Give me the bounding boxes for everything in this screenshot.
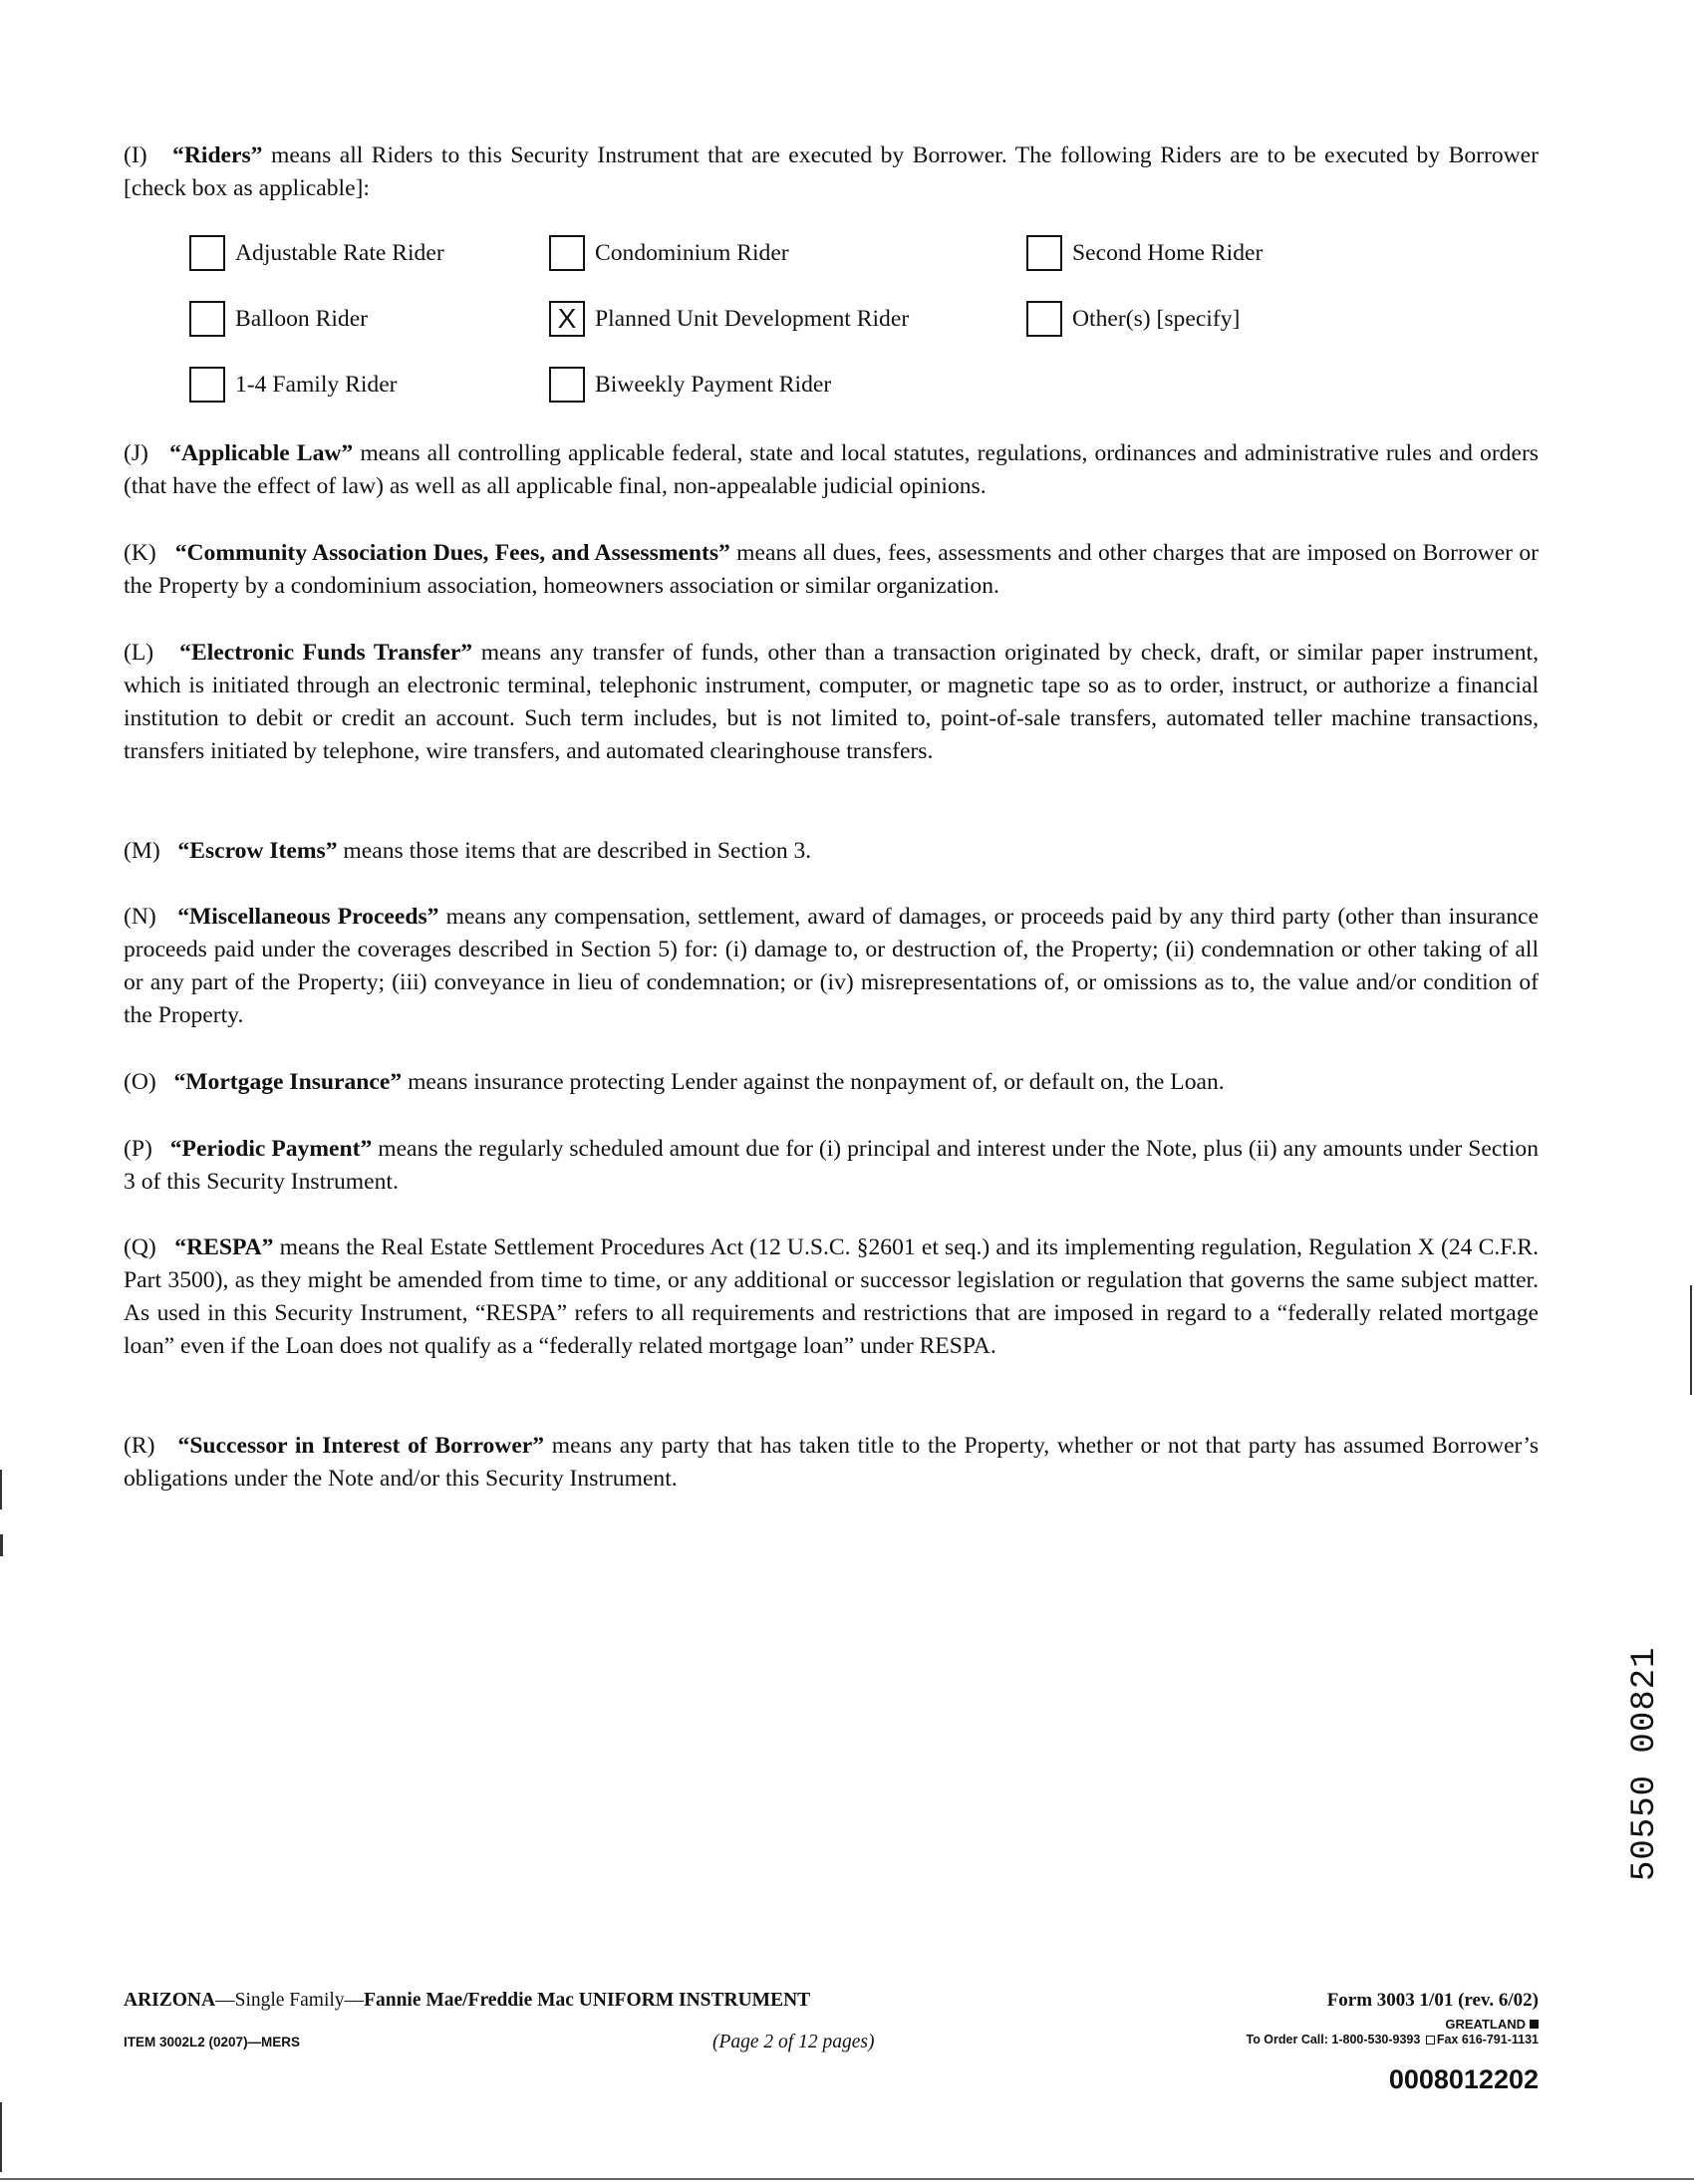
rider-option-balloon[interactable] <box>189 299 368 339</box>
definition-label: (Q) <box>124 1234 156 1260</box>
form-state: ARIZONA <box>124 1990 216 2011</box>
stamp-number: 50550 00821 <box>1626 1646 1664 1881</box>
rider-label: 1-4 Family Rider <box>235 371 398 398</box>
definition-term: “Successor in Interest of Borrower” <box>177 1433 545 1459</box>
form-desc-a: —Single Family— <box>215 1990 365 2011</box>
checkbox[interactable] <box>189 301 225 337</box>
rider-label: Biweekly Payment Rider <box>595 371 832 398</box>
definition-o <box>124 1066 1539 1099</box>
definition-label: (I) <box>124 142 147 168</box>
rider-option-adjustable-rate[interactable] <box>189 233 444 273</box>
checkbox[interactable]: X <box>549 301 585 337</box>
bottom-scan-edge <box>0 2178 1694 2180</box>
rider-label: Balloon Rider <box>235 305 369 332</box>
form-number: Form 3003 1/01 (rev. 6/02) <box>1326 1990 1539 2011</box>
checkbox[interactable] <box>1026 235 1062 271</box>
scan-mark <box>0 2102 2 2172</box>
order-info <box>1246 2033 1539 2047</box>
form-title <box>124 1990 810 2012</box>
checkbox[interactable] <box>1026 301 1062 337</box>
square-icon <box>1530 2020 1539 2029</box>
definition-text: means any party that has taken title to the Property, whether or not that party has assumed Borrower’s obligations under the Note and/or this Security Instrument. <box>124 1433 1540 1492</box>
definition-l <box>124 637 1539 768</box>
definition-text: means those items that are described in Section 3. <box>337 838 812 864</box>
definition-text: means the regularly scheduled amount due for (i) principal and interest under the Note, plus (ii) any amounts under Section 3 of this Security Instrument. <box>124 1136 1540 1195</box>
rider-label: Other(s) [specify] <box>1072 305 1241 332</box>
definition-term: “Electronic Funds Transfer” <box>179 640 473 666</box>
recording-stamp <box>1626 1602 1666 1881</box>
publisher-name: GREATLAND <box>1445 2017 1526 2032</box>
definition-p <box>124 1133 1539 1199</box>
definition-text: means all dues, fees, assessments and other charges that are imposed on Borrower or the Property by a condominium association, homeowners association or similar organization. <box>124 540 1539 599</box>
definition-label: (O) <box>124 1069 156 1095</box>
rider-label: Adjustable Rate Rider <box>235 239 444 266</box>
rider-label: Condominium Rider <box>595 239 789 266</box>
rider-option-condominium[interactable] <box>549 233 789 273</box>
publisher <box>1445 2017 1539 2032</box>
rider-option-others[interactable] <box>1026 299 1240 339</box>
definition-label: (M) <box>124 838 160 864</box>
definition-text: means the Real Estate Settlement Procedures Act (12 U.S.C. §2601 et seq.) and its implementing regulation, Regulation X (24 C.F.R. Part 3500), as they might be amended from time to time, or any additional or successor legislation or regulation that governs the same subject matter. As used in this Security Instrument, “RESPA” refers to all requirements and restrictions that are imposed in regard to a “federally related mortgage loan” even if the Loan does not qualify as a “federally related mortgage loan” under RESPA. <box>124 1234 1539 1359</box>
definition-j <box>124 437 1539 503</box>
definition-text: means any compensation, settlement, award of damages, or proceeds paid by any third party (other than insurance proceeds paid under the coverages described in Section 5) for: (i) damage to, or destruction of, the Property; (ii) condemnation or other taking of all or any part of the Property; (iii) conveyance in lieu of condemnation; or (iv) misrepresentations of, or omissions as to, the value and/or condition of the Property. <box>124 904 1539 1028</box>
definition-term: “Periodic Payment” <box>169 1136 373 1162</box>
definition-label: (K) <box>124 540 156 566</box>
form-desc-b: Fannie Mae/Freddie Mac UNIFORM INSTRUMENT <box>364 1990 811 2011</box>
order-fax: Fax 616-791-1131 <box>1436 2033 1539 2047</box>
definition-m <box>124 835 1539 868</box>
definition-label: (R) <box>124 1433 155 1459</box>
scan-mark <box>0 1534 3 1556</box>
rider-option-second-home[interactable] <box>1026 233 1263 273</box>
checkbox[interactable] <box>549 367 585 403</box>
definition-k <box>124 537 1539 603</box>
definition-text: means all controlling applicable federal, state and local statutes, regulations, ordinances and administrative rules and orders (that have the effect of law) as well as all applicable final, non-appealable judicial opinions. <box>124 440 1539 499</box>
definition-text: means any transfer of funds, other than a transaction originated by check, draft, or similar paper instrument, which is initiated through an electronic terminal, telephonic instrument, computer, or magnetic tape so as to order, instruct, or authorize a financial institution to debit or credit an account. Such term includes, but is not limited to, point-of-sale transfers, automated teller machine transactions, transfers initiated by telephone, wire transfers, and automated clearinghouse transfers. <box>124 640 1539 764</box>
rider-option-biweekly-payment[interactable] <box>549 365 831 405</box>
definition-q <box>124 1231 1539 1363</box>
order-phone: To Order Call: 1-800-530-9393 <box>1246 2033 1421 2047</box>
scan-mark <box>1690 1285 1692 1395</box>
definition-term: “Community Association Dues, Fees, and Assessments” <box>174 540 730 566</box>
definition-term: “Riders” <box>172 142 263 168</box>
rider-label: Planned Unit Development Rider <box>595 305 910 332</box>
definition-term: “Applicable Law” <box>169 440 354 466</box>
definition-term: “Miscellaneous Proceeds” <box>177 904 439 930</box>
rider-label: Second Home Rider <box>1072 239 1264 266</box>
definition-label: (L) <box>124 640 154 666</box>
definition-n <box>124 901 1539 1032</box>
definition-text: means insurance protecting Lender against the nonpayment of, or default on, the Loan. <box>402 1069 1225 1095</box>
scan-mark <box>0 1470 2 1509</box>
definition-label: (N) <box>124 904 156 930</box>
rider-option-1-4-family[interactable] <box>189 365 398 405</box>
checkbox[interactable] <box>549 235 585 271</box>
definition-label: (P) <box>124 1136 152 1162</box>
definition-term: “RESPA” <box>174 1234 274 1260</box>
document-number: 0008012202 <box>1388 2064 1539 2094</box>
definition-i <box>124 139 1539 205</box>
definition-text: means all Riders to this Security Instrument that are executed by Borrower. The following Riders are to be executed by Borrower [check box as applicable]: <box>124 142 1539 201</box>
definition-label: (J) <box>124 440 148 466</box>
definition-term: “Mortgage Insurance” <box>173 1069 403 1095</box>
definition-term: “Escrow Items” <box>177 838 338 864</box>
checkbox[interactable] <box>189 367 225 403</box>
checkbox[interactable] <box>189 235 225 271</box>
checkbox-glyph-icon <box>1426 2036 1435 2045</box>
rider-option-planned-unit-development[interactable] <box>549 299 909 339</box>
definition-r <box>124 1430 1539 1496</box>
item-code: ITEM 3002L2 (0207)—MERS <box>124 2035 301 2049</box>
page-number: (Page 2 of 12 pages) <box>712 2032 875 2052</box>
